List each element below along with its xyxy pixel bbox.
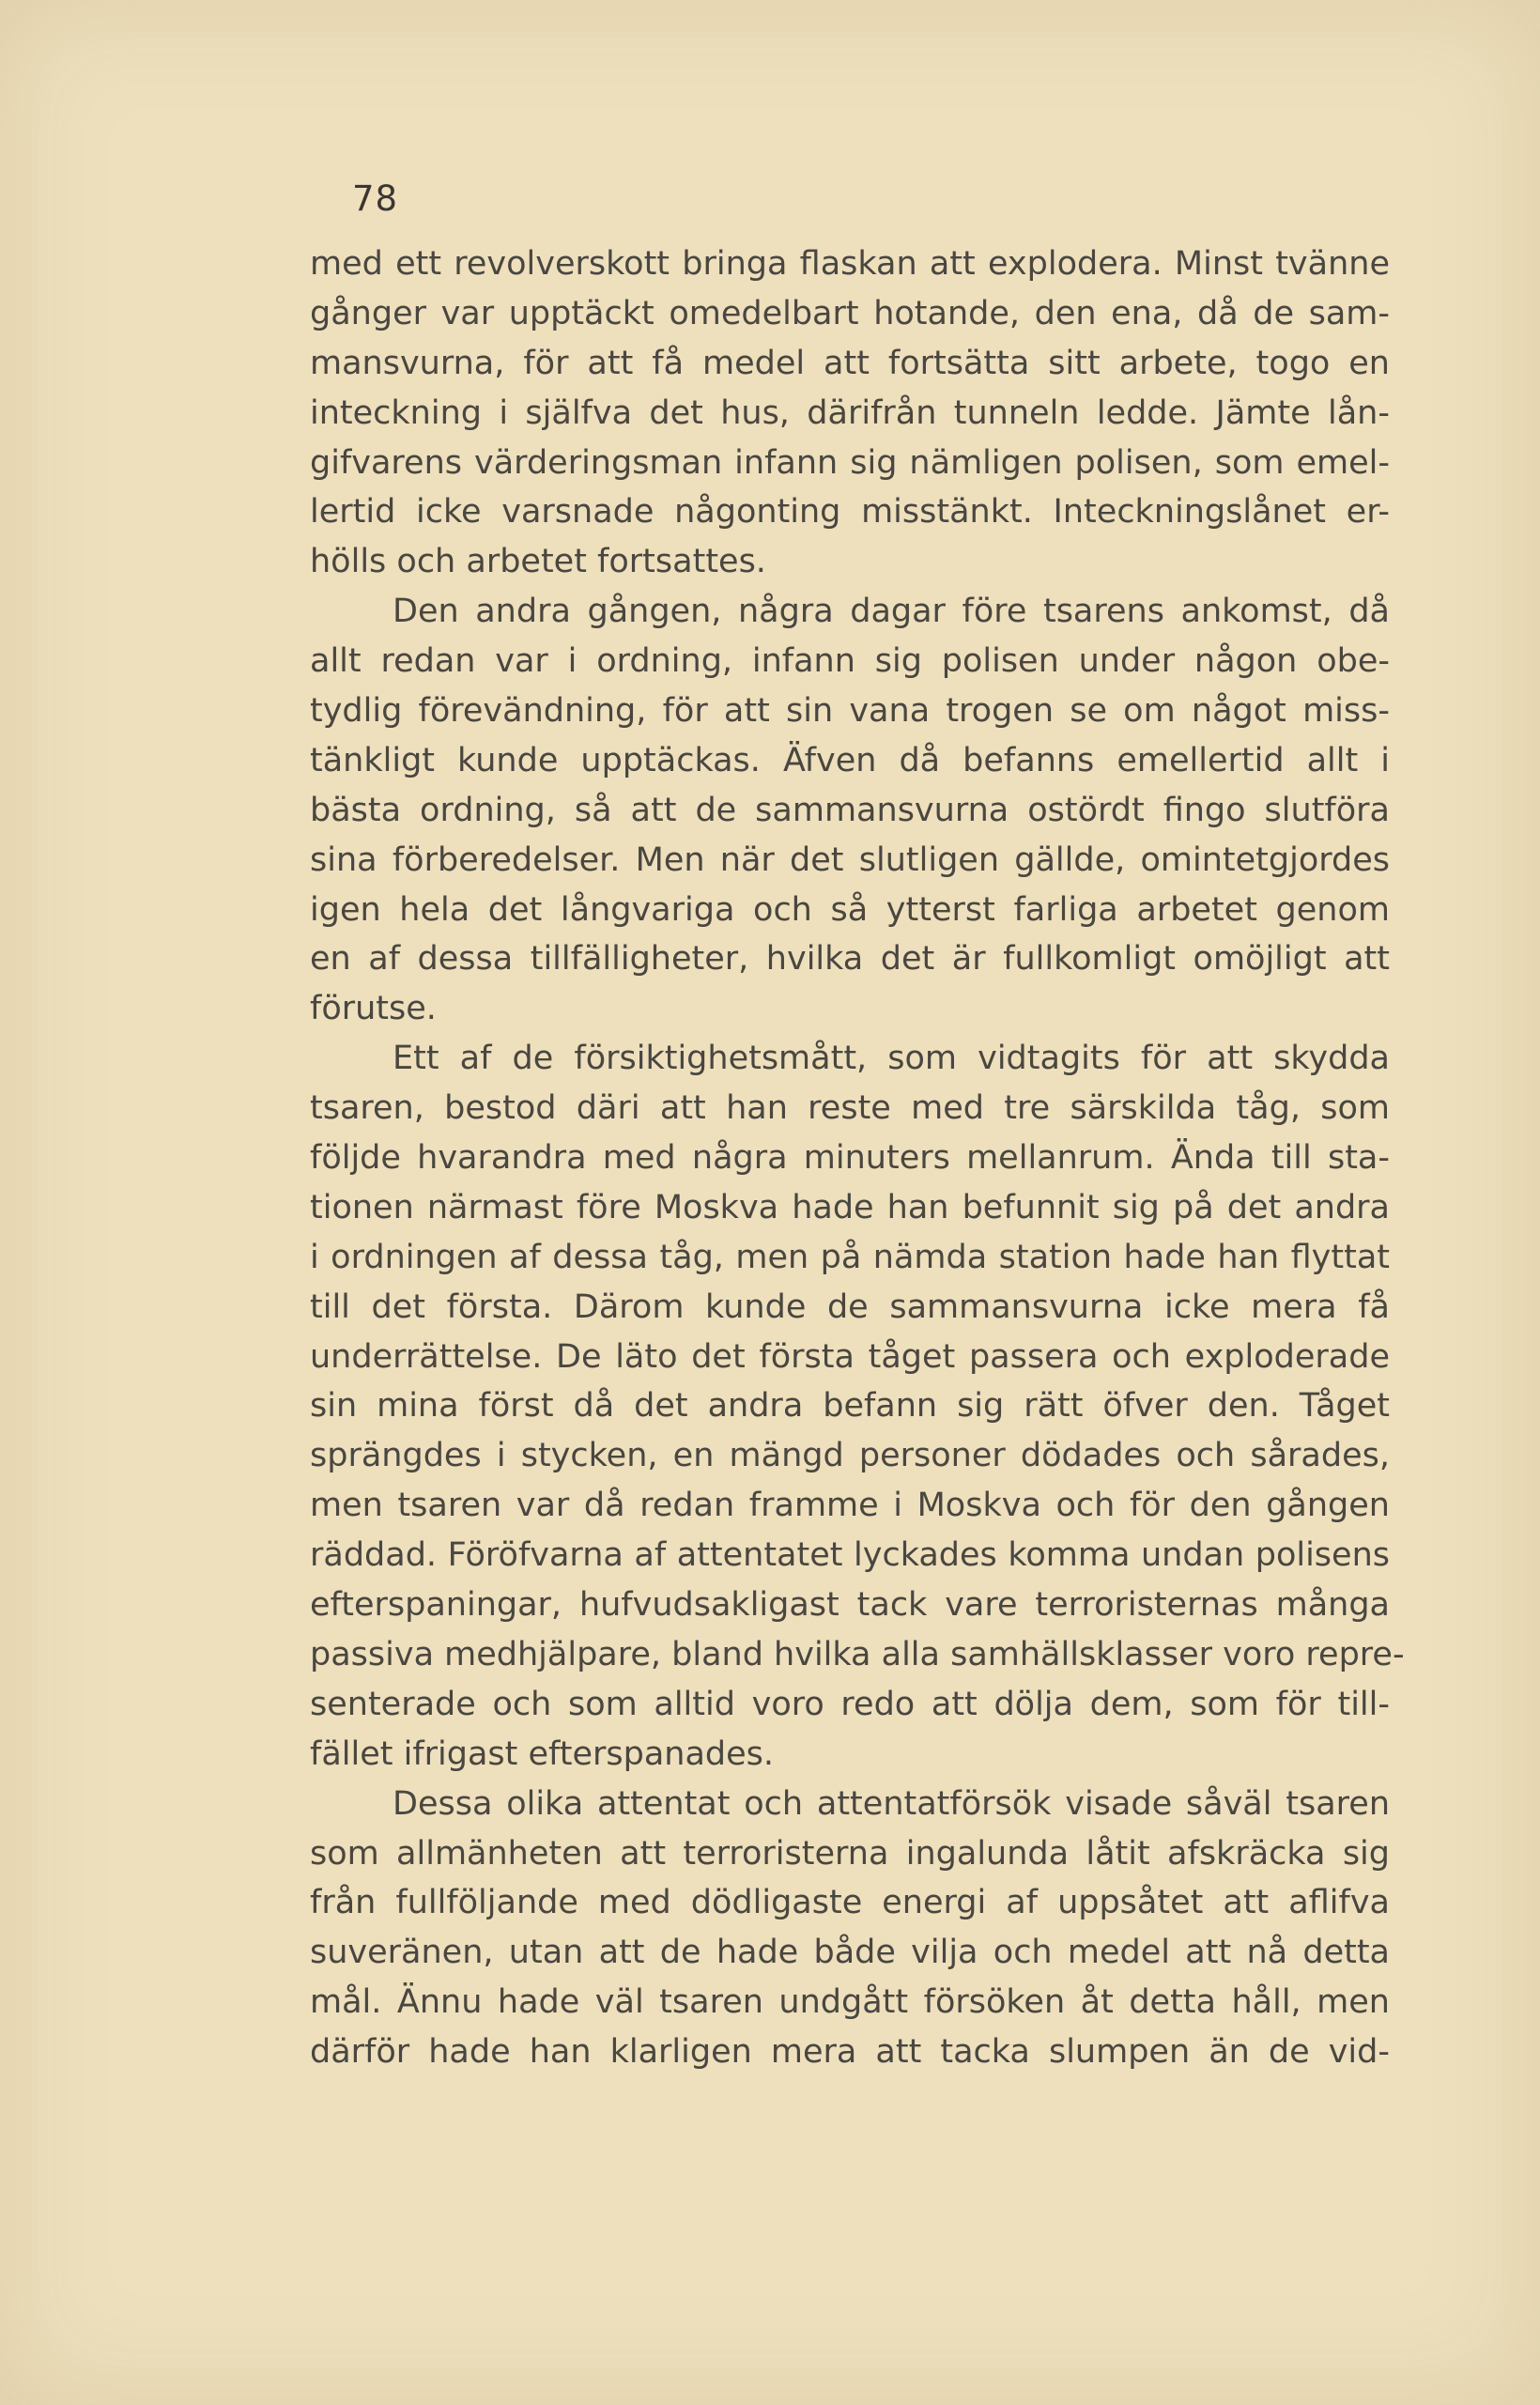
text-line: förutse. xyxy=(310,990,437,1028)
text-line: suveränen, utan att de hade både vilja och medel att nå detta xyxy=(310,1934,1390,1972)
page-number: 78 xyxy=(352,178,399,219)
text-line: från fullföljande med dödligaste energi af uppsåtet att aflifva xyxy=(310,1884,1390,1922)
text-line: tsaren, bestod däri att han reste med tre särskilda tåg, som xyxy=(310,1089,1390,1128)
text-line: Den andra gången, några dagar före tsarens ankomst, då xyxy=(393,593,1390,631)
text-line: en af dessa tillfälligheter, hvilka det är fullkomligt omöjligt att xyxy=(310,940,1390,979)
text-line: inteckning i själfva det hus, därifrån tunneln ledde. Jämte lån- xyxy=(310,393,1390,432)
text-line: mål. Ännu hade väl tsaren undgått försöken åt detta håll, men xyxy=(310,1983,1390,2022)
text-line: Ett af de försiktighetsmått, som vidtagits för att skydda xyxy=(393,1040,1390,1078)
text-line: igen hela det långvariga och så ytterst farliga arbetet genom xyxy=(310,890,1390,929)
text-line: mansvurna, för att få medel att fortsätta sitt arbete, togo en xyxy=(310,344,1390,382)
body-text xyxy=(310,239,1405,2077)
text-line: lertid icke varsnade någonting misstänkt. Inteckningslånet er- xyxy=(310,493,1390,532)
text-line: senterade och som alltid voro redo att dölja dem, som för till- xyxy=(310,1685,1390,1723)
text-line: till det första. Därom kunde de sammansvurna icke mera få xyxy=(310,1287,1390,1326)
text-line: sprängdes i stycken, en mängd personer dödades och sårades, xyxy=(310,1437,1390,1475)
text-line: i ordningen af dessa tåg, men på nämda station hade han flyttat xyxy=(310,1238,1390,1276)
text-line: tionen närmast före Moskva hade han befunnit sig på det andra xyxy=(310,1188,1390,1226)
text-line: med ett revolverskott bringa flaskan att explodera. Minst tvänne xyxy=(310,245,1390,283)
text-line: men tsaren var då redan framme i Moskva och för den gången xyxy=(310,1487,1390,1525)
text-line: gånger var upptäckt omedelbart hotande, den ena, då de sam- xyxy=(310,294,1390,332)
text-line: följde hvarandra med några minuters mellanrum. Ända till sta- xyxy=(310,1139,1390,1178)
text-line: sin mina först då det andra befann sig rätt öfver den. Tåget xyxy=(310,1387,1390,1426)
text-line: passiva medhjälpare, bland hvilka alla samhällsklasser voro repre- xyxy=(310,1635,1405,1673)
text-line: hölls och arbetet fortsattes. xyxy=(310,543,766,581)
text-line: räddad. Föröfvarna af attentatet lyckades komma undan polisens xyxy=(310,1536,1390,1575)
text-line: fället ifrigast efterspanades. xyxy=(310,1734,775,1773)
text-line: tydlig förevändning, för att sin vana trogen se om något miss- xyxy=(310,692,1390,731)
text-line: därför hade han klarligen mera att tacka slumpen än de vid- xyxy=(310,2033,1390,2072)
text-line: gifvarens värderingsman infann sig nämligen polisen, som emel- xyxy=(310,443,1390,482)
text-line: bästa ordning, så att de sammansvurna ostördt fingo slutföra xyxy=(310,791,1390,829)
text-line: Dessa olika attentat och attentatförsök visade såväl tsaren xyxy=(393,1784,1390,1823)
text-line: som allmänheten att terroristerna ingalunda låtit afskräcka sig xyxy=(310,1834,1390,1873)
text-line: underrättelse. De läto det första tåget passera och exploderade xyxy=(310,1337,1390,1376)
text-line: efterspaningar, hufvudsakligast tack vare terroristernas många xyxy=(310,1586,1390,1625)
text-line: tänkligt kunde upptäckas. Äfven då befanns emellertid allt i xyxy=(310,741,1390,779)
text-line: allt redan var i ordning, infann sig polisen under någon obe- xyxy=(310,642,1390,681)
text-line: sina förberedelser. Men när det slutligen gällde, omintetgjordes xyxy=(310,840,1390,879)
